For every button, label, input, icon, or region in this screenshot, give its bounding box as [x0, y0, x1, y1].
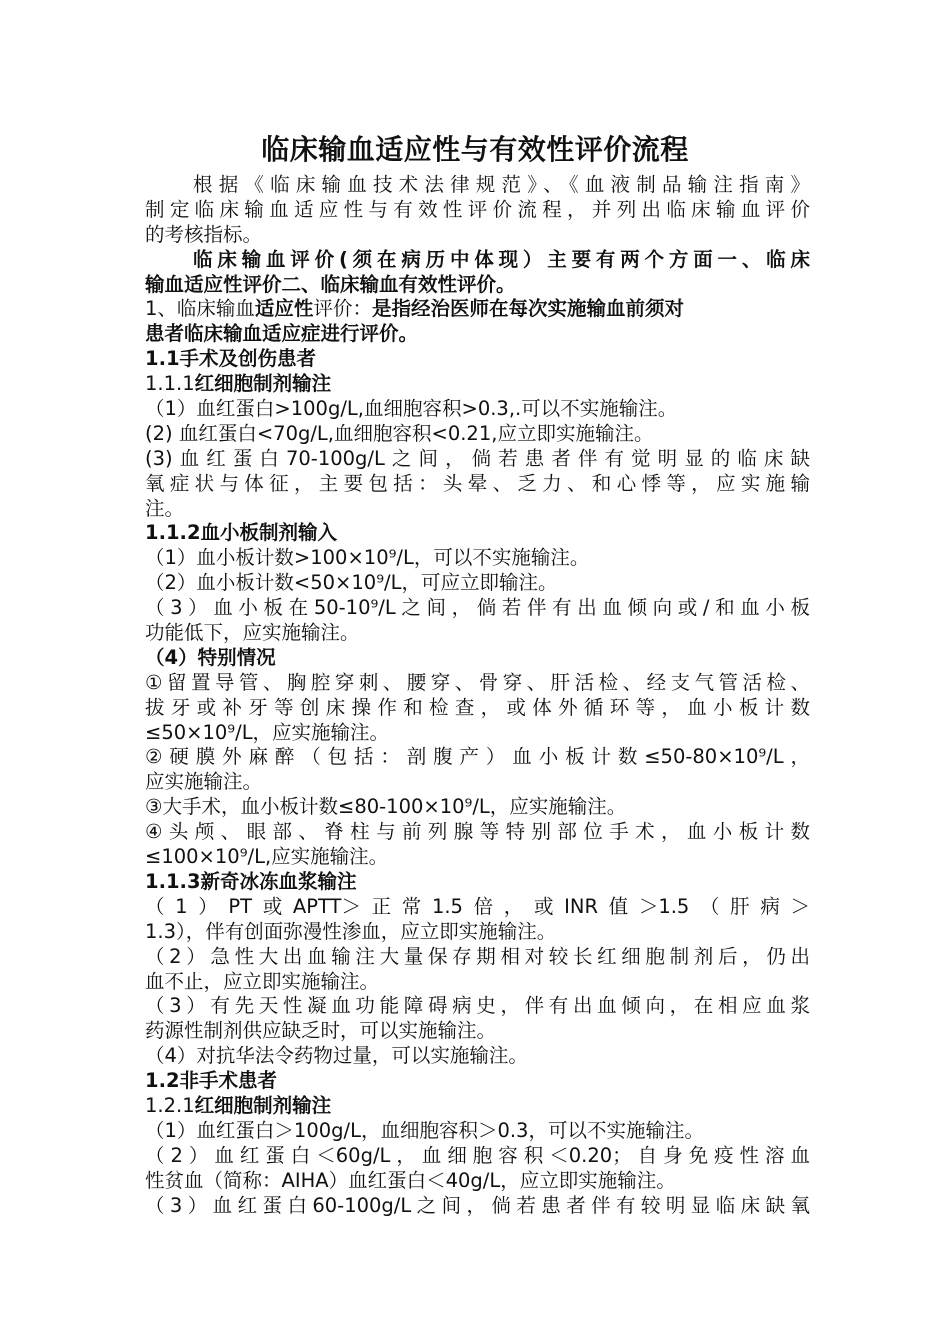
document-body: [145, 173, 810, 1218]
text-line: 注。: [145, 496, 185, 520]
text-line: 性贫血（简称：AIHA）血红蛋白＜40g/L，应立即实施输注。: [145, 1168, 676, 1192]
text-segment: 评价：: [313, 297, 372, 321]
text-line: [145, 372, 810, 397]
text-line: （1）血小板计数>100×10⁹/L，可以不实施输注。: [145, 546, 590, 570]
text-line: 1.1手术及创伤患者: [145, 347, 317, 371]
text-line: ①留置导管、胸腔穿刺、腰穿、骨穿、肝活检、经支气管活检、: [145, 670, 810, 694]
text-segment: 1.1.1: [145, 372, 195, 396]
text-line: （4）特别情况: [145, 645, 276, 669]
text-line: [145, 1094, 810, 1119]
text-line: (2) 血红蛋白<70g/L,血细胞容积<0.21,应立即实施输注。: [145, 421, 654, 445]
text-segment: 1.2.1: [145, 1093, 195, 1117]
text-line: ④头颅、眼部、脊柱与前列腺等特别部位手术，血小板计数: [145, 820, 810, 844]
text-line: （1）血红蛋白＞100g/L，血细胞容积＞0.3，可以不实施输注。: [145, 1118, 704, 1142]
text-line: 药源性制剂供应缺乏时，可以实施输注。: [145, 1019, 497, 1043]
text-line: 制定临床输血适应性与有效性评价流程，并列出临床输血评价: [145, 197, 810, 221]
text-line: 应实施输注。: [145, 770, 263, 794]
text-segment: 红细胞制剂输注: [194, 372, 332, 396]
text-line: ②硬膜外麻醉（包括：剖腹产）血小板计数≤50-80×10⁹/L，: [145, 745, 810, 769]
text-line: (3)血红蛋白70-100g/L之间，倘若患者伴有觉明显的临床缺: [145, 446, 810, 470]
text-line: （2）血红蛋白＜60g/L，血细胞容积＜0.20；自身免疫性溶血: [145, 1143, 810, 1167]
text-line: 输血适应性评价二、临床输血有效性评价。: [145, 272, 516, 296]
text-line: （3）血红蛋白60-100g/L之间，倘若患者伴有较明显临床缺氧: [145, 1193, 810, 1217]
text-line: ≤50×10⁹/L，应实施输注。: [145, 720, 390, 744]
text-line: 的考核指标。: [145, 222, 263, 246]
text-segment: 适应性: [254, 297, 314, 321]
text-line: 血不止，应立即实施输注。: [145, 969, 380, 993]
text-line: 功能低下，应实施输注。: [145, 621, 360, 645]
text-line: （3）有先天性凝血功能障碍病史，伴有出血倾向，在相应血浆: [145, 994, 810, 1018]
text-line: （1）PT或APTT＞正常1.5倍，或INR值＞1.5（肝病＞: [145, 894, 810, 918]
text-line: 1.1.3新奇冰冻血浆输注: [145, 869, 357, 893]
text-line: ≤100×10⁹/L,应实施输注。: [145, 845, 389, 869]
text-line: （1）血红蛋白>100g/L,血细胞容积>0.3,.可以不实施输注。: [145, 397, 678, 421]
text-line: 患者临床输血适应症进行评价。: [145, 322, 419, 346]
text-line: 1.1.2血小板制剂输入: [145, 521, 338, 545]
text-line: 1.3），伴有创面弥漫性渗血，应立即实施输注。: [145, 919, 557, 943]
text-line: [145, 297, 810, 322]
text-segment: 1、临床输血: [145, 297, 255, 321]
document-title: 临床输血适应性与有效性评价流程: [261, 133, 689, 166]
text-line: 1.2非手术患者: [145, 1069, 278, 1093]
text-line: （4）对抗华法令药物过量，可以实施输注。: [145, 1044, 528, 1068]
text-line: （2）急性大出血输注大量保存期相对较长红细胞制剂后，仍出: [145, 944, 810, 968]
text-line: 根据《临床输血技术法律规范》、《血液制品输注指南》: [193, 173, 810, 196]
text-line: 拔牙或补牙等创床操作和检查，或体外循环等，血小板计数: [145, 695, 810, 719]
text-line: （3）血小板在50-10⁹/L之间，倘若伴有出血倾向或/和血小板: [145, 596, 810, 620]
text-line: 氧症状与体征，主要包括：头晕、乏力、和心悸等，应实施输: [145, 471, 810, 495]
text-line: 临床输血评价(须在病历中体现）主要有两个方面一、临床: [193, 247, 810, 271]
text-line: （2）血小板计数<50×10⁹/L，可应立即输注。: [145, 571, 558, 595]
text-segment: 红细胞制剂输注: [194, 1093, 332, 1117]
text-segment: 是指经治医师在每次实施输血前须对: [371, 297, 684, 321]
text-line: ③大手术，血小板计数≤80-100×10⁹/L，应实施输注。: [145, 795, 627, 819]
